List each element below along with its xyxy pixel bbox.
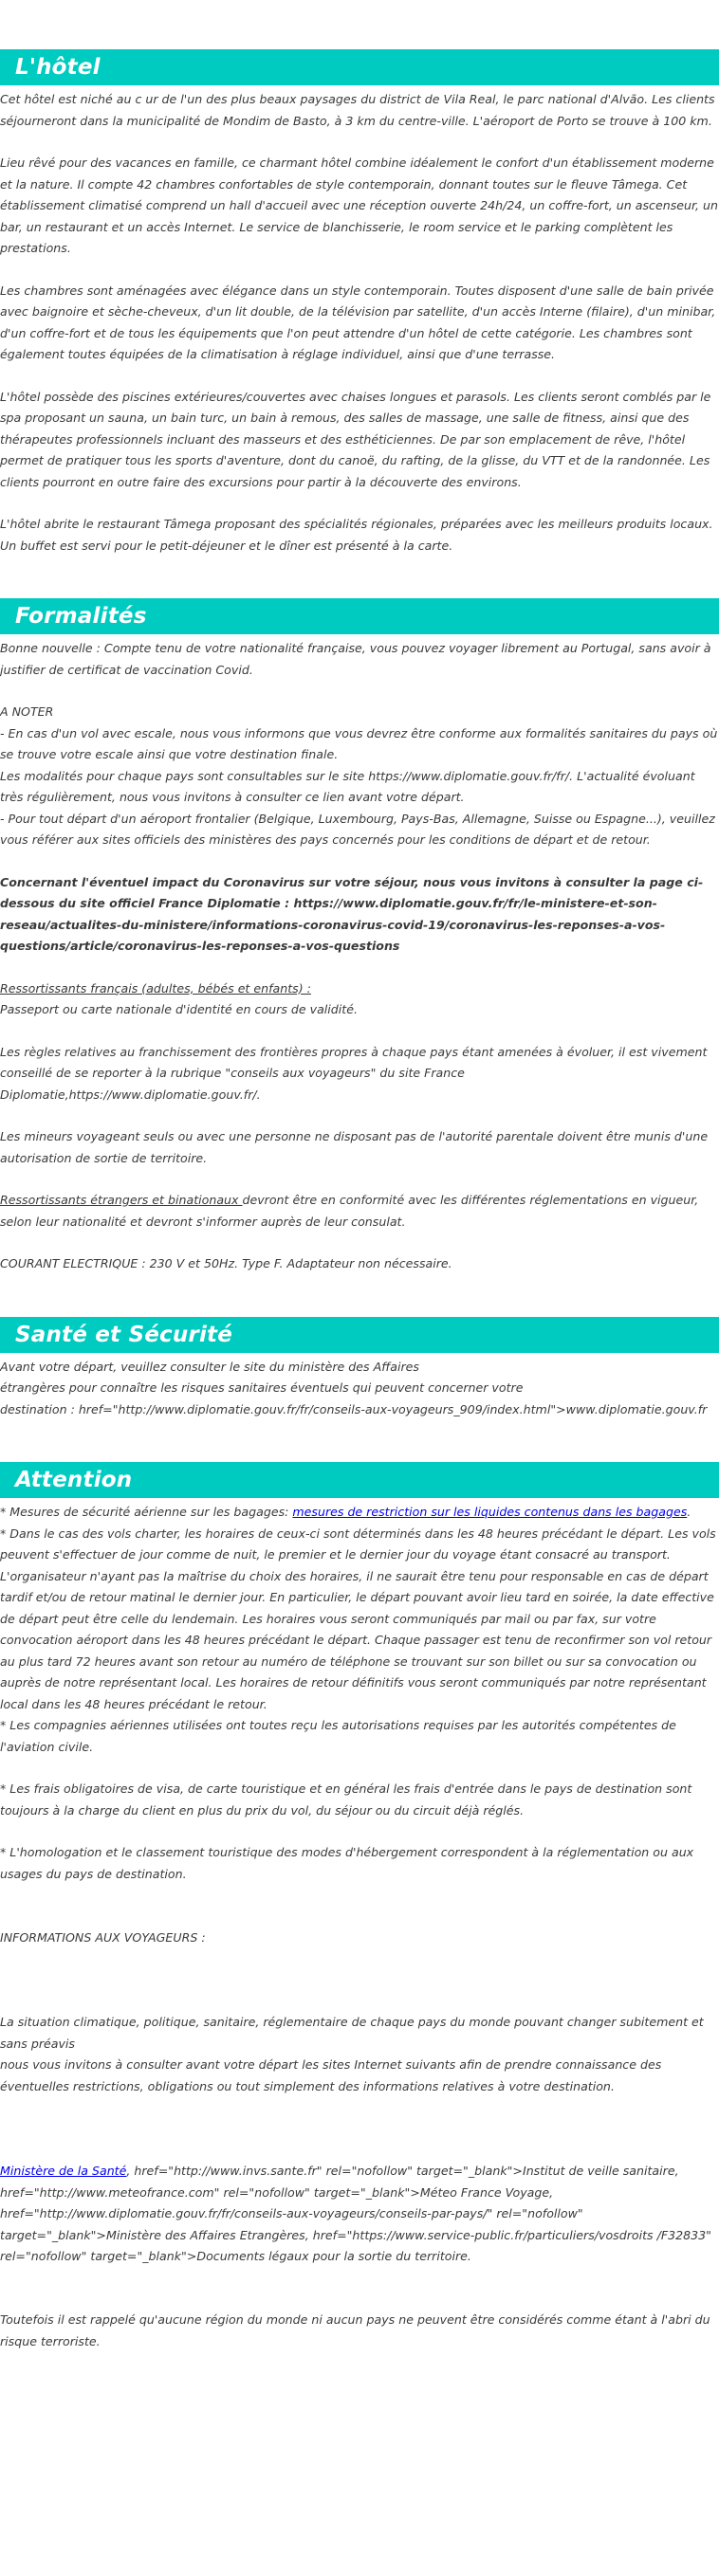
useful-links <box>0 2161 719 2268</box>
consult-text: nous vous invitons à consulter avant votre départ les sites Internet suivants afin de prendre connaissance des éventuelles restrictions, obligations ou tout simplement des informations relatives à votre destination. <box>0 2057 662 2093</box>
terror-risk-text: Toutefois il est rappelé qu'aucune région du monde ni aucun pays ne peuvent être considérés comme étant à l'abri du risque terroriste. <box>0 2312 710 2348</box>
sante-title: Santé et Sécurité <box>15 1322 233 1347</box>
sante-line: destination : href="http://www.diplomatie.gouv.fr/fr/conseils-aux-voyageurs_909/index.html">www.diplomatie.gouv.fr <box>0 1401 708 1416</box>
hotel-paragraph: Cet hôtel est niché au c ur de l'un des plus beaux paysages du district de Vila Real, le parc national d'Alvão. Les clients séjourneront dans la municipalité de Mondim de Basto, à 3 km du centre-ville. L'aéroport de Porto se trouve à 100 km. <box>0 92 715 128</box>
foreign-nationals-text: devront être en conformité avec les différentes réglementations en vigueur, selon leur nationalité et devront s'informer auprès de leur consulat. <box>0 1193 699 1229</box>
sante-line: Avant votre départ, veuillez consulter le site du ministère des Affaires <box>0 1359 419 1374</box>
info-heading: INFORMATIONS AUX VOYAGEURS : <box>0 1929 206 1945</box>
climate-text: La situation climatique, politique, sanitaire, réglementaire de chaque pays du monde pouvant changer subitement et sans préavis <box>0 2015 704 2051</box>
attention-section <box>0 1498 719 2352</box>
hotel-paragraph: Lieu rêvé pour des vacances en famille, ce charmant hôtel combine idéalement le confort d'un établissement moderne et la nature. Il compte 42 chambres confortables de style contemporain, donnant toutes sur le fleuve Tâmega. Cet établissement climatisé comprend un hall d'accueil avec une réception ouverte 24h/24, un coffre-fort, un ascenseur, un bar, un restaurant et un accès Internet. Le service de blanchisserie, le room service et le parking complètent les prestations. <box>0 155 718 255</box>
electric-info: COURANT ELECTRIQUE : 230 V et 50Hz. Type F. Adaptateur non nécessaire. <box>0 1256 452 1270</box>
section-header-hotel <box>0 49 719 85</box>
fr-nationals-text: Passeport ou carte nationale d'identité en cours de validité. <box>0 1002 358 1016</box>
covid-notice: Concernant l'éventuel impact du Coronavirus sur votre séjour, nous vous invitons à consulter la page ci-dessous du site officiel France Diplomatie : https://www.diplomatie.gouv.fr/fr/le-ministere-et-son-reseau/actualites-du-ministere/informations-coronavirus-covid-19/coronavirus-les-reponses-a-vos-questions/article/coronavirus-les-reponses-a-vos-questions <box>0 874 704 953</box>
formalites-section <box>0 634 719 1275</box>
ministry-health-link[interactable]: Ministère de la Santé <box>0 2164 127 2178</box>
fr-nationals-heading: Ressortissants français (adultes, bébés et enfants) : <box>0 980 311 996</box>
hotel-paragraph: L'hôtel possède des piscines extérieures/couvertes avec chaises longues et parasols. Les clients seront comblés par le spa proposant un sauna, un bain turc, un bain à remous, des salles de massage, une salle de fitness, ainsi que des thérapeutes professionnels incluant des masseurs et des esthéticiennes. De par son emplacement de rêve, l'hôtel permet de pratiquer tous les sports d'aventure, dont du canoë, du rafting, de la glisse, du VTT et de la randonnée. Les clients pourront en outre faire des excursions pour partir à la découverte des environs. <box>0 389 711 489</box>
minors-text: Les mineurs voyageant seuls ou avec une personne ne disposant pas de l'autorité parentale doivent être munis d'une autorisation de sortie de territoire. <box>0 1129 709 1165</box>
sante-section <box>0 1353 719 1421</box>
foreign-nationals <box>0 1190 719 1233</box>
hotel-title: L'hôtel <box>15 55 101 80</box>
hotel-section <box>0 85 719 557</box>
useful-links-text: , href="http://www.invs.sante.fr" rel="nofollow" target="_blank">Institut de veille sanitaire, href="http://www.meteofrance.com" rel="nofollow" target="_blank">Méteo France Voyage, href="http://www.diplomatie.gouv.fr/fr/conseils-aux-voyageurs/conseils-par-pays/" rel="nofollow" target="_blank">Ministère des Affaires Etrangères, href="https://www.service-public.fr/particuliers/vosdroits /F32833" rel="nofollow" target="_blank">Documents légaux pour la sortie du territoire. <box>0 2164 711 2263</box>
section-header-sante <box>0 1317 719 1353</box>
baggage-security-prefix: * Mesures de sécurité aérienne sur les bagages: <box>0 1505 293 1519</box>
note-line: - En cas d'un vol avec escale, nous vous informons que vous devrez être conforme aux formalités sanitaires du pays où se trouve votre escale ainsi que votre destination finale. <box>0 725 718 761</box>
homologation-text: * L'homologation et le classement touristique des modes d'hébergement correspondent à la réglementation ou aux usages du pays de destination. <box>0 1845 694 1881</box>
sante-line: étrangères pour connaître les risques sanitaires éventuels qui peuvent concerner votre <box>0 1380 524 1395</box>
section-header-formalites <box>0 598 719 634</box>
note-line: Les modalités pour chaque pays sont consultables sur le site https://www.diplomatie.gouv.fr/fr/. L'actualité évoluant très régulièrement, nous vous invitons à consulter ce lien avant votre départ. <box>0 768 695 804</box>
liquids-restriction-link[interactable]: mesures de restriction sur les liquides contenus dans les bagages <box>292 1505 688 1519</box>
note-line: - Pour tout départ d'un aéroport frontalier (Belgique, Luxembourg, Pays-Bas, Allemagne, Suisse ou Espagne...), veuillez vous référer aux sites officiels des ministères des pays concernés pour les conditions de départ et de retour. <box>0 811 715 847</box>
baggage-security <box>0 1502 719 1524</box>
airlines-text: * Les compagnies aériennes utilisées ont toutes reçu les autorisations requises par les autorités compétentes de l'aviation civile. <box>0 1718 676 1754</box>
formalites-title: Formalités <box>15 604 147 629</box>
note-line: A NOTER <box>0 704 54 719</box>
attention-title: Attention <box>15 1468 133 1492</box>
fees-text: * Les frais obligatoires de visa, de carte touristique et en général les frais d'entrée dans le pays de destination sont toujours à la charge du client en plus du prix du vol, du séjour ou du circuit déjà réglés. <box>0 1781 692 1818</box>
hotel-paragraph: Les chambres sont aménagées avec élégance dans un style contemporain. Toutes disposent d'une salle de bain privée avec baignoire et sèche-cheveux, d'un lit double, de la télévision par satellite, d'un accès Interne (filaire), d'un minibar, d'un coffre-fort et de tous les équipements que l'on peut attendre d'un hôtel de cette catégorie. Les chambres sont également toutes équipées de la climatisation à réglage individuel, ainsi que d'une terrasse. <box>0 283 716 361</box>
foreign-nationals-heading: Ressortissants étrangers et binationaux <box>0 1193 243 1207</box>
charter-flights-text: * Dans le cas des vols charter, les horaires de ceux-ci sont déterminés dans les 48 heures précédant le départ. Les vols peuvent s'effectuer de jour comme de nuit, le premier et le dernier jour du voyage étant consacré au transport. L'organisateur n'ayant pas la maîtrise du choix des horaires, il ne saurait être tenu pour responsable en cas de départ tardif et/ou de retour matinal le dernier jour. En particulier, le départ pouvant avoir lieu tard en soirée, la date effective de départ peut être celle du lendemain. Les horaires vous seront communiqués par mail ou par fax, sur votre convocation aéroport dans les 48 heures précédant le départ. Chaque passager est tenu de reconfirmer son vol retour au plus tard 72 heures avant son retour au numéro de téléphone se trouvant sur son billet ou sur sa convocation ou auprès de notre représentant local. Les horaires de retour définitifs vous seront communiqués par notre représentant local dans les 48 heures précédant le retour. <box>0 1526 716 1711</box>
section-header-attention <box>0 1462 719 1498</box>
baggage-security-suffix: . <box>687 1505 691 1519</box>
hotel-paragraph: L'hôtel abrite le restaurant Tâmega proposant des spécialités régionales, préparées avec les meilleurs produits locaux. Un buffet est servi pour le petit-déjeuner et le dîner est présenté à la carte. <box>0 517 713 553</box>
formalites-intro: Bonne nouvelle : Compte tenu de votre nationalité française, vous pouvez voyager librement au Portugal, sans avoir à justifier de certificat de vaccination Covid. <box>0 641 711 677</box>
borders-text: Les règles relatives au franchissement des frontières propres à chaque pays étant amenées à évoluer, il est vivement conseillé de se reporter à la rubrique "conseils aux voyageurs" du site France Diplomatie,https://www.diplomatie.gouv.fr/. <box>0 1044 708 1102</box>
